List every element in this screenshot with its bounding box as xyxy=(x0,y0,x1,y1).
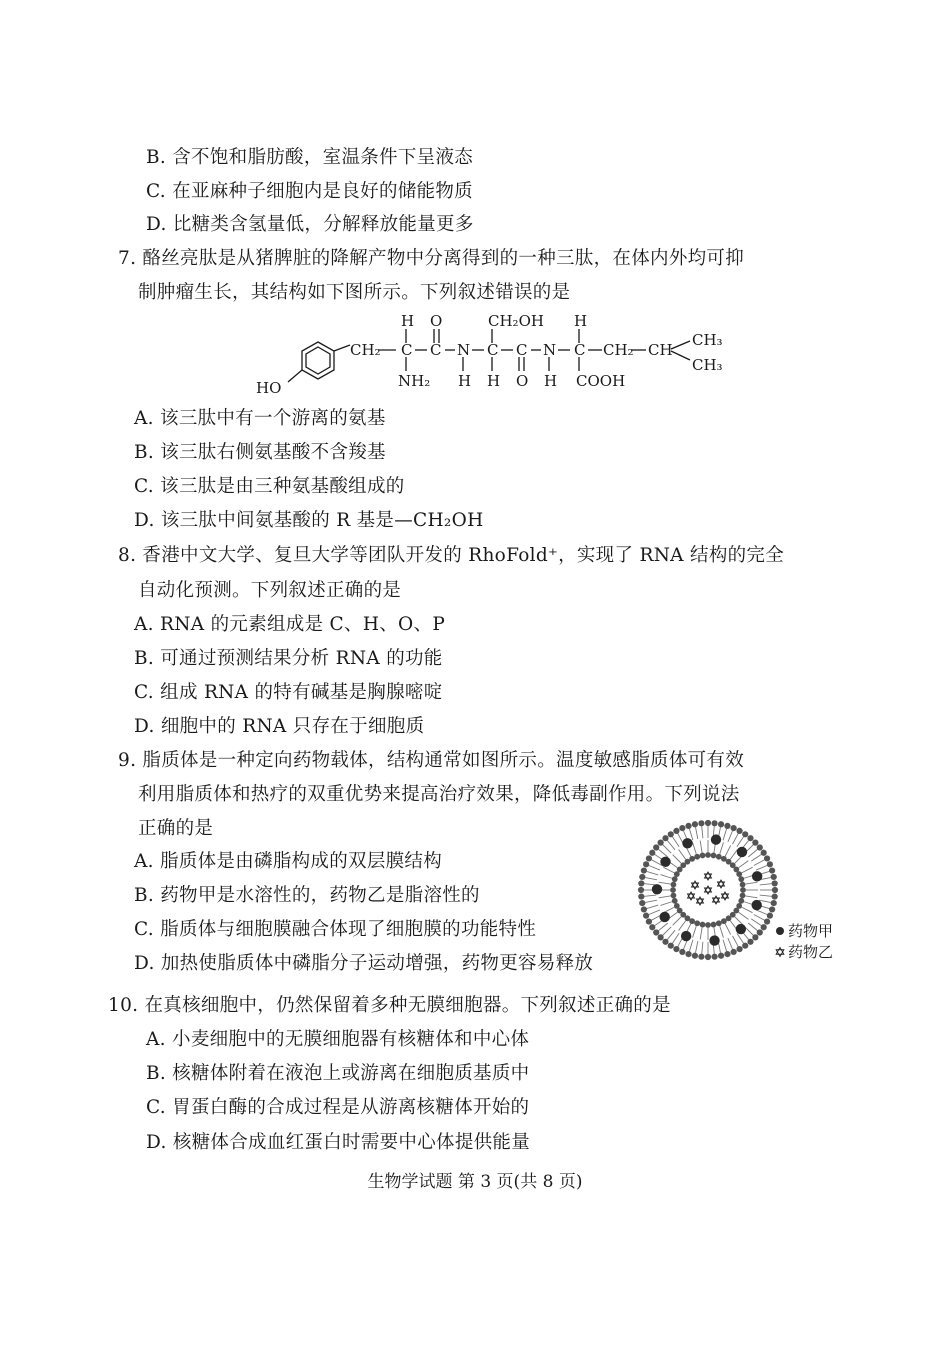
lipid-tail-outer xyxy=(723,940,726,951)
q9-option-c: C. 脂质体与细胞膜融合体现了细胞膜的功能特性 xyxy=(134,919,537,940)
lipid-head-inner xyxy=(740,882,746,888)
label-h-n2: H xyxy=(544,372,558,390)
lipid-head-inner xyxy=(716,920,722,926)
lipid-tail-outer xyxy=(754,860,765,866)
lipid-head-outer xyxy=(649,850,655,856)
lipid-head-outer xyxy=(673,946,679,952)
lipid-tail-outer xyxy=(760,895,772,896)
lipid-tail-outer xyxy=(745,927,753,935)
q8-option-c: C. 组成 RNA 的特有碱基是胸腺嘧啶 xyxy=(134,682,443,703)
drug-a-molecule xyxy=(709,935,719,945)
drug-a-molecule xyxy=(681,931,691,941)
q9-option-b: B. 药物甲是水溶性的，药物乙是脂溶性的 xyxy=(134,885,480,906)
q9-option-a: A. 脂质体是由磷脂构成的双层膜结构 xyxy=(134,851,443,872)
lipid-head-inner xyxy=(738,898,744,904)
lipid-head-outer xyxy=(752,840,758,846)
lipid-tail-inner xyxy=(659,896,671,898)
q7-option-c: C. 该三肽是由三种氨基酸组成的 xyxy=(134,476,405,497)
lipid-head-outer xyxy=(711,954,717,960)
lipid-head-outer xyxy=(718,821,724,827)
lipid-head-outer xyxy=(643,913,649,919)
lipid-head-inner xyxy=(672,898,678,904)
q10-option-a: A. 小麦细胞中的无膜细胞器有核糖体和中心体 xyxy=(146,1029,530,1050)
lipid-head-outer xyxy=(752,934,758,940)
lipid-head-inner xyxy=(740,887,746,893)
legend-drug-b-label: 药物乙 xyxy=(788,943,834,961)
lipid-tail-outer xyxy=(760,884,772,885)
legend-drug-b-star-icon xyxy=(776,948,784,957)
q7-option-d: D. 该三肽中间氨基酸的 R 基是—CH₂OH xyxy=(134,510,484,531)
lipid-head-inner xyxy=(716,854,722,860)
lipid-head-outer xyxy=(692,953,698,959)
lipid-head-outer xyxy=(724,823,730,829)
lipid-tail-outer xyxy=(647,871,658,874)
lipid-head-inner xyxy=(700,853,706,859)
lipid-head-outer xyxy=(662,939,668,945)
drug-b-molecules xyxy=(688,872,729,905)
lipid-head-outer xyxy=(747,835,753,841)
lipid-tail-outer xyxy=(751,919,761,926)
lipid-tail-outer xyxy=(737,837,744,847)
page-footer: 生物学试题 第 3 页(共 8 页) xyxy=(367,1172,583,1192)
label-cooh: COOH xyxy=(576,372,626,390)
lipid-head-outer xyxy=(736,946,742,952)
drug-a-molecule xyxy=(737,847,747,857)
lipid-head-inner xyxy=(670,887,676,893)
lipid-tail-outer xyxy=(702,942,703,954)
lipid-tail-outer xyxy=(689,829,692,840)
lipid-tail-outer xyxy=(649,910,660,915)
q7-option-a: A. 该三肽中有一个游离的氨基 xyxy=(134,408,386,429)
legend-drug-a-label: 药物甲 xyxy=(788,922,834,940)
drug-b-star-icon xyxy=(705,886,712,894)
lipid-head-outer xyxy=(764,918,770,924)
q10-option-b: B. 核糖体附着在液泡上或游离在细胞质基质中 xyxy=(146,1063,530,1084)
lipid-tail-inner xyxy=(660,902,671,906)
lipid-tail-inner xyxy=(742,867,753,872)
lipid-head-outer xyxy=(736,828,742,834)
q8-option-a: A. RNA 的元素组成是 C、H、O、P xyxy=(134,614,446,635)
lipid-head-outer xyxy=(742,831,748,837)
lipid-tail-inner xyxy=(659,882,671,884)
lipid-head-outer xyxy=(658,934,664,940)
lipid-tail-outer xyxy=(728,938,733,949)
lipid-head-outer xyxy=(764,855,770,861)
lipid-head-outer xyxy=(705,820,711,826)
drug-b-star-icon xyxy=(722,892,729,900)
lipid-tail-inner xyxy=(746,896,758,898)
lipid-head-inner xyxy=(689,856,695,862)
drug-b-star-icon xyxy=(692,881,699,889)
lipid-head-inner xyxy=(694,854,700,860)
label-h-n1: H xyxy=(458,372,472,390)
lipid-head-outer xyxy=(679,825,685,831)
lipid-head-outer xyxy=(639,900,645,906)
lipid-head-inner xyxy=(674,903,680,909)
q8-stem-line-1: 8. 香港中文大学、复旦大学等团队开发的 RhoFold⁺，实现了 RNA 结构的完全 xyxy=(118,545,785,566)
lipid-tail-inner xyxy=(739,912,749,919)
q9-stem-line-3: 正确的是 xyxy=(138,818,214,839)
lipid-head-outer xyxy=(662,835,668,841)
lipid-head-inner xyxy=(711,922,717,928)
q10-option-d: D. 核糖体合成血红蛋白时需要中心体提供能量 xyxy=(146,1132,531,1153)
lipid-head-outer xyxy=(673,828,679,834)
lipid-tail-outer xyxy=(672,837,679,847)
q7-option-b: B. 该三肽右侧氨基酸不含羧基 xyxy=(134,442,386,463)
drug-a-molecule xyxy=(752,871,762,881)
lipid-tail-outer xyxy=(748,849,757,857)
lipid-tail-outer xyxy=(696,827,698,839)
lipid-tail-inner xyxy=(720,842,724,853)
label-ch3-top: CH₃ xyxy=(692,331,723,349)
lipid-tail-outer xyxy=(659,849,668,857)
drug-a-molecule xyxy=(660,857,670,867)
drug-a-molecule xyxy=(652,884,662,894)
lipid-tail-inner xyxy=(720,926,724,937)
lipid-tail-outer xyxy=(667,841,675,850)
lipid-head-outer xyxy=(772,887,778,893)
legend-drug-a-dot xyxy=(776,927,784,935)
label-ch2oh: CH₂OH xyxy=(488,312,544,330)
lipid-tail-outer xyxy=(689,940,692,951)
lipid-tail-inner xyxy=(739,861,749,868)
lipid-head-outer xyxy=(772,893,778,899)
lipid-head-outer xyxy=(653,929,659,935)
lipid-tail-outer xyxy=(644,895,656,896)
label-c3: C xyxy=(487,341,499,359)
lipid-head-outer xyxy=(769,906,775,912)
lipid-tails xyxy=(644,826,772,954)
lipid-tail-inner xyxy=(679,921,686,931)
drug-b-star-icon xyxy=(688,892,695,900)
label-ho: HO xyxy=(256,379,282,397)
lipid-head-outer xyxy=(718,953,724,959)
lipid-head-outer xyxy=(731,825,737,831)
lipid-head-inner xyxy=(721,918,727,924)
lipid-tail-outer xyxy=(733,834,739,845)
lipid-tail-inner xyxy=(746,882,758,884)
q8-option-d: D. 细胞中的 RNA 只存在于细胞质 xyxy=(134,716,425,737)
q10-stem: 10. 在真核细胞中，仍然保留着多种无膜细胞器。下列叙述正确的是 xyxy=(108,995,671,1016)
lipid-head-inner xyxy=(740,893,746,899)
q8-option-b: B. 可通过预测结果分析 RNA 的功能 xyxy=(134,648,443,669)
lipid-head-outer xyxy=(771,900,777,906)
drug-b-star-icon xyxy=(713,896,720,904)
lipid-tail-inner xyxy=(673,917,681,925)
lipid-head-outer xyxy=(639,874,645,880)
lipid-head-outer xyxy=(649,924,655,930)
label-ch2-right: CH₂ xyxy=(603,341,634,359)
lipid-tail-outer xyxy=(672,933,679,943)
label-nh2: NH₂ xyxy=(398,372,431,390)
lipid-tail-outer xyxy=(647,905,658,908)
lipid-head-inner xyxy=(705,852,711,858)
lipid-tail-outer xyxy=(702,826,703,838)
lipid-head-outer xyxy=(767,913,773,919)
lipid-head-outer xyxy=(769,867,775,873)
lipid-tail-inner xyxy=(742,907,753,912)
lipid-tail-outer xyxy=(644,884,656,885)
lipid-head-outer xyxy=(641,906,647,912)
drug-a-molecule xyxy=(752,900,762,910)
lipid-head-inner xyxy=(694,920,700,926)
lipid-head-inner xyxy=(672,876,678,882)
lipid-tail-inner xyxy=(679,850,686,860)
lipid-head-outer xyxy=(638,893,644,899)
label-h-c1: H xyxy=(401,312,415,330)
lipid-head-inner xyxy=(738,876,744,882)
q8-stem-line-2: 自动化预测。下列叙述正确的是 xyxy=(138,580,402,601)
lipid-head-inner xyxy=(671,893,677,899)
label-o-c2: O xyxy=(430,312,443,330)
label-h-c5: H xyxy=(574,312,588,330)
lipid-tail-inner xyxy=(700,841,702,853)
lipid-head-outer xyxy=(698,954,704,960)
label-ch3-bottom: CH₃ xyxy=(692,356,723,374)
lipid-tail-inner xyxy=(700,928,702,940)
lipid-tail-outer xyxy=(756,910,767,915)
lipid-head-outer xyxy=(705,954,711,960)
tripeptide-structure-diagram xyxy=(250,308,730,400)
q7-stem-line-1: 7. 酪丝亮肽是从猪脾脏的降解产物中分离得到的一种三肽，在体内外均可抑 xyxy=(118,248,745,269)
drug-a-molecule xyxy=(736,924,746,934)
lipid-head-outer xyxy=(692,821,698,827)
lipid-head-outer xyxy=(731,949,737,955)
q9-stem-line-1: 9. 脂质体是一种定向药物载体，结构通常如图所示。温度敏感脂质体可有效 xyxy=(118,750,745,771)
lipid-tail-outer xyxy=(748,923,757,931)
label-c1: C xyxy=(401,341,413,359)
lipid-head-outer xyxy=(761,850,767,856)
lipid-tail-inner xyxy=(693,842,697,853)
lipid-head-outer xyxy=(742,943,748,949)
lipid-tail-outer xyxy=(696,941,698,953)
bond-ring-ch2 xyxy=(334,345,350,351)
lipid-head-outer xyxy=(653,844,659,850)
label-c2: C xyxy=(430,341,442,359)
lipid-head-outer xyxy=(668,831,674,837)
lipid-tail-inner xyxy=(663,867,674,872)
lipid-tail-inner xyxy=(725,845,730,856)
lipid-tail-outer xyxy=(667,930,675,939)
lipid-head-outer xyxy=(761,924,767,930)
label-n1: N xyxy=(457,341,471,359)
lipid-head-outer xyxy=(771,874,777,880)
lipid-head-outer xyxy=(658,840,664,846)
lipid-tail-outer xyxy=(754,915,765,921)
lipid-head-outer xyxy=(638,887,644,893)
lipid-tail-inner xyxy=(673,855,681,863)
lipid-head-inner xyxy=(671,882,677,888)
lipid-tail-outer xyxy=(659,923,668,931)
label-ch: CH xyxy=(648,341,673,359)
lipid-tail-inner xyxy=(730,850,737,860)
benzene-inner-ring xyxy=(306,347,330,374)
lipid-head-outer xyxy=(757,929,763,935)
lipid-head-inner xyxy=(705,922,711,928)
lipid-tail-outer xyxy=(723,829,726,840)
lipid-head-inner xyxy=(700,922,706,928)
drug-a-molecule xyxy=(660,912,670,922)
q6-option-d: D. 比糖类含氢量低，分解释放能量更多 xyxy=(146,214,474,235)
q9-option-d: D. 加热使脂质体中磷脂分子运动增强，药物更容易释放 xyxy=(134,953,594,974)
lipid-head-outer xyxy=(679,949,685,955)
bond-ch-ch3-top xyxy=(671,341,690,349)
lipid-head-outer xyxy=(638,880,644,886)
drug-a-molecule xyxy=(711,834,721,844)
lipid-tail-outer xyxy=(728,831,733,842)
lipid-tail-outer xyxy=(751,854,761,861)
drug-b-star-icon xyxy=(718,880,725,888)
drug-a-molecule xyxy=(682,838,692,848)
lipid-head-outer xyxy=(767,861,773,867)
lipid-head-outer xyxy=(668,943,674,949)
lipid-head-outer xyxy=(641,867,647,873)
q9-stem-line-2: 利用脂质体和热疗的双重优势来提高治疗效果，降低毒副作用。下列说法 xyxy=(138,784,740,805)
lipid-tail-outer xyxy=(733,936,739,947)
lipid-tail-inner xyxy=(725,924,730,935)
lipid-head-outer xyxy=(772,880,778,886)
lipid-head-inner xyxy=(736,871,742,877)
lipid-tail-inner xyxy=(660,875,671,879)
q6-option-c: C. 在亚麻种子细胞内是良好的储能物质 xyxy=(146,181,473,202)
liposome-diagram xyxy=(636,818,850,968)
lipid-head-outer xyxy=(747,939,753,945)
lipid-tail-outer xyxy=(756,866,767,871)
lipid-tail-outer xyxy=(663,845,671,853)
lipid-head-outer xyxy=(724,951,730,957)
lipid-head-outer xyxy=(711,820,717,826)
bond-ring-ho xyxy=(288,370,302,382)
label-c4: C xyxy=(516,341,528,359)
lipid-tail-outer xyxy=(645,900,657,902)
label-h-c3: H xyxy=(487,372,501,390)
lipid-head-outer xyxy=(646,918,652,924)
label-o-c4: O xyxy=(516,372,529,390)
q7-stem-line-2: 制肿瘤生长，其结构如下图所示。下列叙述错误的是 xyxy=(138,282,571,303)
label-n2: N xyxy=(543,341,557,359)
drug-b-star-icon xyxy=(697,897,704,905)
lipid-head-outer xyxy=(646,855,652,861)
label-ch2-left: CH₂ xyxy=(350,341,381,359)
lipid-head-outer xyxy=(685,951,691,957)
lipid-head-outer xyxy=(685,823,691,829)
lipid-tail-outer xyxy=(649,866,660,871)
lipid-tail-outer xyxy=(645,878,657,880)
lipid-head-outer xyxy=(643,861,649,867)
q6-option-b: B. 含不饱和脂肪酸，室温条件下呈液态 xyxy=(146,147,474,168)
q10-option-c: C. 胃蛋白酶的合成过程是从游离核糖体开始的 xyxy=(146,1097,530,1118)
bond-ch-ch3-bottom xyxy=(671,351,690,360)
drug-b-star-icon xyxy=(705,872,712,880)
lipid-tail-inner xyxy=(693,926,697,937)
lipid-head-outer xyxy=(698,820,704,826)
label-c5: C xyxy=(574,341,586,359)
lipid-head-outer xyxy=(757,844,763,850)
lipid-tail-outer xyxy=(737,933,744,943)
lipid-head-inner xyxy=(711,853,717,859)
lipid-tail-outer xyxy=(663,927,671,935)
